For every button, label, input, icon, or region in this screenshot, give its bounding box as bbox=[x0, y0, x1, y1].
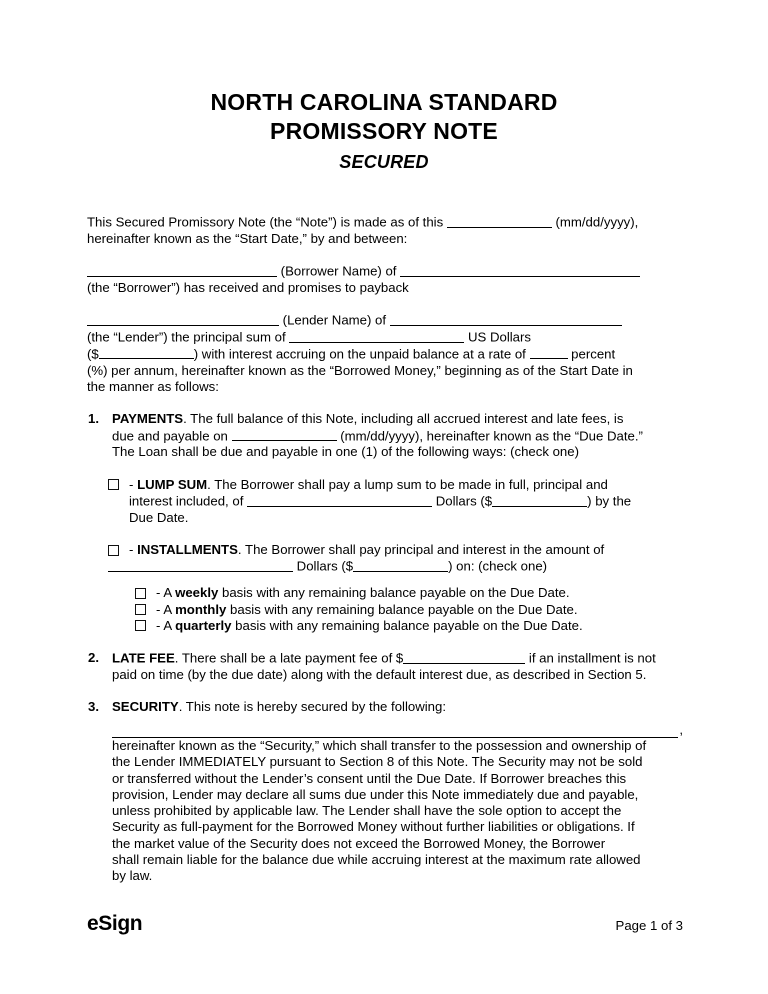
option-lump-sum-line-1: . The Borrower shall pay a lump sum to be made in full, principal and bbox=[207, 476, 608, 492]
spacer bbox=[87, 247, 683, 263]
lender-line-3-text-a: ($ bbox=[87, 346, 99, 362]
borrower-line-2: (the “Borrower”) has received and promises to payback bbox=[87, 279, 409, 295]
intro-line-1-text-b: (mm/dd/yyyy), bbox=[555, 214, 639, 230]
intro-paragraph bbox=[87, 214, 683, 247]
section-payments-line-1: . The full balance of this Note, including all accrued interest and late fees, is bbox=[183, 411, 624, 427]
section-security-fill bbox=[87, 722, 683, 885]
option-installments-line-2-a: Dollars ($ bbox=[296, 559, 354, 574]
interest-rate-blank[interactable] bbox=[530, 346, 568, 360]
late-fee-amount-blank[interactable] bbox=[403, 650, 525, 664]
spacer bbox=[87, 296, 683, 312]
option-quarterly-rest: basis with any remaining balance payable on the Due Date. bbox=[231, 617, 583, 633]
option-quarterly-term: quarterly bbox=[175, 617, 232, 633]
section-payments-text bbox=[112, 411, 683, 460]
checkbox-quarterly[interactable] bbox=[135, 620, 146, 631]
option-installments-line-2-b: ) on: (check one) bbox=[448, 559, 548, 574]
option-monthly-term: monthly bbox=[175, 601, 227, 617]
lender-line-3-text-b: ) with interest accruing on the unpaid balance at a rate of bbox=[193, 346, 526, 362]
spacer bbox=[87, 461, 683, 477]
borrower-block bbox=[87, 263, 683, 296]
option-lump-sum[interactable] bbox=[108, 477, 683, 526]
lump-sum-amount-blank[interactable] bbox=[492, 493, 587, 507]
section-security-body-line-3: or transferred without the Lender’s consent until the Due Date. If Borrower breaches this bbox=[112, 770, 627, 786]
security-description-blank[interactable] bbox=[112, 724, 678, 738]
option-weekly-term: weekly bbox=[175, 585, 219, 601]
lump-sum-words-blank[interactable] bbox=[247, 493, 432, 507]
section-late-fee-line-1-b: if an installment is not bbox=[528, 650, 656, 666]
option-monthly-text bbox=[156, 602, 683, 618]
option-quarterly-dash: - A bbox=[156, 617, 176, 633]
lender-line-5: the manner as follows: bbox=[87, 379, 219, 395]
intro-line-1-text-a: This Secured Promissory Note (the “Note”) is made as of this bbox=[87, 214, 444, 230]
lender-name-blank[interactable] bbox=[87, 312, 279, 326]
section-payments-line-2-a: due and payable on bbox=[112, 428, 228, 444]
lender-line-4: (%) per annum, hereinafter known as the “Borrowed Money,” beginning as of the Start Date in bbox=[87, 362, 633, 378]
borrower-name-label: (Borrower Name) of bbox=[280, 263, 397, 279]
section-security-number: 3. bbox=[88, 699, 99, 715]
page-subtitle: SECURED bbox=[339, 152, 429, 172]
option-monthly-dash: - A bbox=[156, 601, 176, 617]
section-late-fee bbox=[87, 650, 683, 683]
option-lump-sum-line-2-b: Dollars ($ bbox=[435, 493, 493, 509]
installment-words-blank[interactable] bbox=[108, 558, 293, 572]
section-late-fee-text bbox=[112, 650, 683, 683]
section-payments-number: 1. bbox=[88, 411, 99, 427]
installments-amount-line bbox=[108, 558, 683, 575]
section-security-body-line-8: shall remain liable for the balance due while accruing interest at the maximum rate allowed bbox=[112, 851, 641, 867]
lender-line-2-text-a: (the “Lender”) the principal sum of bbox=[87, 329, 286, 345]
section-late-fee-heading: LATE FEE bbox=[112, 650, 175, 666]
option-installments-heading: INSTALLMENTS bbox=[137, 542, 238, 558]
option-lump-sum-line-3: Due Date. bbox=[129, 509, 189, 525]
section-payments-line-3: The Loan shall be due and payable in one (1) of the following ways: (check one) bbox=[112, 444, 579, 460]
lender-block bbox=[87, 312, 683, 395]
section-security-heading: SECURITY bbox=[112, 699, 179, 715]
option-frequency-weekly[interactable] bbox=[135, 585, 683, 601]
lender-line-2-text-b: US Dollars bbox=[467, 329, 532, 345]
section-security-body-line-6: Security as full-payment for the Borrowed Money without further liabilities or obligations. If bbox=[112, 819, 635, 835]
document-body bbox=[87, 214, 683, 885]
option-lump-sum-line-2-a: interest included, of bbox=[129, 493, 244, 509]
section-late-fee-line-2: paid on time (by the due date) along with the default interest due, as described in Section 5. bbox=[112, 667, 647, 683]
option-weekly-rest: basis with any remaining balance payable on the Due Date. bbox=[218, 585, 570, 601]
section-security bbox=[87, 699, 683, 715]
section-late-fee-number: 2. bbox=[88, 650, 99, 666]
spacer bbox=[87, 634, 683, 650]
section-security-body-line-7: the market value of the Security does not exceed the Borrowed Money, the Borrower bbox=[112, 835, 606, 851]
option-weekly-text bbox=[156, 585, 683, 601]
page-footer bbox=[87, 912, 683, 936]
checkbox-lump-sum[interactable] bbox=[108, 479, 119, 490]
document-title-block bbox=[0, 88, 768, 175]
spacer bbox=[87, 526, 683, 542]
security-description-comma: , bbox=[679, 721, 683, 737]
option-quarterly-text bbox=[156, 618, 683, 634]
checkbox-installments[interactable] bbox=[108, 545, 119, 556]
option-installments-line-1: . The Borrower shall pay principal and interest in the amount of bbox=[237, 542, 605, 558]
spacer bbox=[87, 683, 683, 699]
esign-logo: eSign bbox=[87, 912, 143, 935]
lender-address-blank[interactable] bbox=[390, 312, 622, 326]
option-frequency-quarterly[interactable] bbox=[135, 618, 683, 634]
checkbox-monthly[interactable] bbox=[135, 604, 146, 615]
section-security-body-line-5: unless prohibited by applicable law. The Lender shall have the sole option to accept the bbox=[112, 803, 622, 819]
option-lump-sum-dash: - bbox=[129, 476, 138, 492]
spacer bbox=[87, 395, 683, 411]
option-lump-sum-text bbox=[129, 477, 683, 526]
section-security-body-line-2: the Lender IMMEDIATELY pursuant to Section 8 of this Note. The Security may not be sold bbox=[112, 754, 643, 770]
installment-amount-blank[interactable] bbox=[353, 558, 448, 572]
option-installments-text bbox=[129, 542, 683, 558]
section-security-body-line-1: hereinafter known as the “Security,” which shall transfer to the possession and ownership of bbox=[112, 737, 647, 753]
section-payments-heading: PAYMENTS bbox=[112, 411, 184, 427]
section-security-line-1: . This note is hereby secured by the following: bbox=[178, 699, 447, 715]
borrower-name-blank[interactable] bbox=[87, 263, 277, 277]
option-lump-sum-line-2-c: ) by the bbox=[587, 493, 632, 509]
start-date-blank[interactable] bbox=[447, 214, 552, 228]
due-date-blank[interactable] bbox=[232, 428, 337, 442]
section-security-fill-text bbox=[112, 722, 683, 885]
option-installments[interactable] bbox=[108, 542, 683, 558]
security-description-row bbox=[112, 722, 683, 738]
spacer bbox=[87, 575, 683, 585]
section-security-text bbox=[112, 699, 683, 715]
checkbox-weekly[interactable] bbox=[135, 588, 146, 599]
intro-line-2: hereinafter known as the “Start Date,” by and between: bbox=[87, 230, 408, 246]
principal-sum-amount-blank[interactable] bbox=[99, 346, 194, 360]
borrower-address-blank[interactable] bbox=[400, 263, 640, 277]
page-title-line-2: PROMISSORY NOTE bbox=[270, 118, 498, 144]
lender-line-3-text-c: percent bbox=[571, 346, 616, 362]
section-late-fee-line-1-a: . There shall be a late payment fee of $ bbox=[174, 650, 404, 666]
page-number: Page 1 of 3 bbox=[615, 918, 683, 933]
section-payments bbox=[87, 411, 683, 460]
option-lump-sum-heading: LUMP SUM bbox=[137, 476, 208, 492]
option-weekly-dash: - A bbox=[156, 585, 176, 601]
section-security-body-line-9: by law. bbox=[112, 868, 153, 884]
lender-name-label: (Lender Name) of bbox=[282, 312, 387, 328]
option-frequency-monthly[interactable] bbox=[135, 602, 683, 618]
page-title-line-1: NORTH CAROLINA STANDARD bbox=[210, 89, 558, 115]
option-monthly-rest: basis with any remaining balance payable on the Due Date. bbox=[226, 601, 578, 617]
principal-sum-words-blank[interactable] bbox=[289, 329, 464, 343]
option-installments-dash: - bbox=[129, 542, 138, 558]
section-payments-line-2-b: (mm/dd/yyyy), hereinafter known as the “Due Date.” bbox=[340, 428, 643, 444]
section-security-body-line-4: provision, Lender may declare all sums due under this Note immediately due and payable, bbox=[112, 786, 639, 802]
